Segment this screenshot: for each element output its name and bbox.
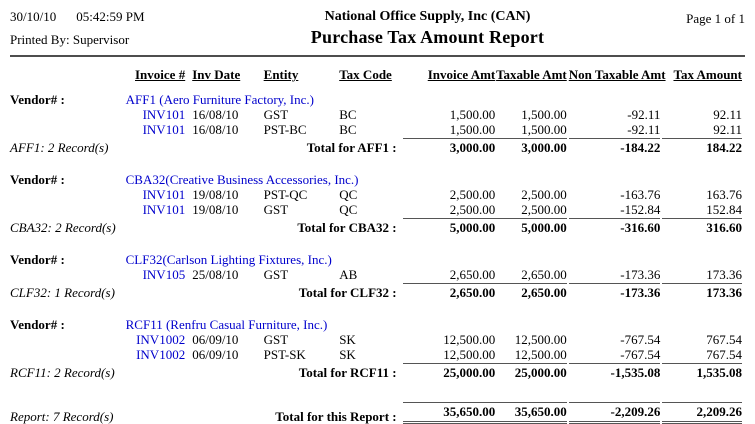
- tax-code: SK: [339, 347, 356, 362]
- report-total-non-taxable-amt: -2,209.26: [569, 402, 661, 424]
- taxable-amt: 12,500.00: [514, 332, 567, 347]
- tax-amt: 92.11: [713, 107, 742, 122]
- total-non-taxable-amt: -173.36: [569, 283, 661, 300]
- taxable-amt: 1,500.00: [521, 107, 567, 122]
- total-non-taxable-amt: -316.60: [569, 218, 661, 235]
- tax-amt: 92.11: [713, 122, 742, 137]
- report-total-invoice-amt: 35,650.00: [403, 402, 496, 424]
- print-time: 05:42:59 PM: [76, 9, 145, 24]
- total-invoice-amt: 25,000.00: [403, 363, 496, 380]
- entity-code: GST: [263, 267, 289, 282]
- vendor-row: [10, 87, 745, 107]
- total-taxable-amt: 3,000.00: [495, 138, 567, 155]
- invoice-row: [10, 202, 745, 217]
- vendor-label: Vendor# :: [10, 172, 65, 187]
- taxable-amt: 2,500.00: [521, 202, 567, 217]
- invoice-number-link[interactable]: INV101: [142, 202, 186, 217]
- vendor-total-row: [10, 217, 745, 235]
- invoice-date: 19/08/10: [192, 202, 239, 217]
- non-taxable-amt: -92.11: [627, 122, 661, 137]
- tax-amt: 173.36: [706, 267, 742, 282]
- non-taxable-amt: -152.84: [620, 202, 661, 217]
- total-taxable-amt: 2,650.00: [495, 283, 567, 300]
- report-total-label: Total for this Report :: [275, 409, 397, 424]
- printed-by: Printed By: Supervisor: [10, 32, 130, 47]
- vendor-total-label: Total for RCF11 :: [298, 365, 397, 380]
- vendor-group: [10, 312, 745, 401]
- entity-code: GST: [263, 107, 289, 122]
- vendor-link[interactable]: RCF11 (Renfru Casual Furniture, Inc.): [125, 317, 328, 332]
- vendor-total-row: [10, 137, 745, 155]
- col-invoice: Invoice #: [135, 67, 186, 82]
- entity-code: GST: [263, 202, 289, 217]
- vendor-label: Vendor# :: [10, 92, 65, 107]
- total-tax-amt: 184.22: [662, 138, 742, 155]
- vendor-link[interactable]: AFF1 (Aero Furniture Factory, Inc.): [125, 92, 314, 107]
- print-date: 30/10/10: [10, 9, 57, 24]
- non-taxable-amt: -767.54: [620, 332, 661, 347]
- taxable-amt: 2,500.00: [521, 187, 567, 202]
- invoice-amt: 1,500.00: [449, 107, 496, 122]
- report-record-count: Report: 7 Record(s): [10, 409, 114, 424]
- entity-code: PST-SK: [263, 347, 306, 362]
- invoice-number-link[interactable]: INV101: [142, 122, 186, 137]
- vendor-link[interactable]: CLF32(Carlson Lighting Fixtures, Inc.): [125, 252, 332, 267]
- taxable-amt: 1,500.00: [521, 122, 567, 137]
- invoice-amt: 1,500.00: [449, 122, 496, 137]
- tax-amt: 163.76: [706, 187, 742, 202]
- total-tax-amt: 173.36: [662, 283, 742, 300]
- total-taxable-amt: 25,000.00: [495, 363, 567, 380]
- non-taxable-amt: -173.36: [620, 267, 661, 282]
- report-total-taxable-amt: 35,650.00: [495, 402, 567, 424]
- invoice-number-link[interactable]: INV1002: [136, 347, 186, 362]
- invoice-date: 19/08/10: [192, 187, 239, 202]
- taxable-amt: 2,650.00: [521, 267, 567, 282]
- entity-code: GST: [263, 332, 289, 347]
- page-indicator: Page 1 of 1: [686, 11, 745, 26]
- vendor-row: [10, 247, 745, 267]
- invoice-number-link[interactable]: INV101: [142, 187, 186, 202]
- tax-code: BC: [339, 107, 357, 122]
- total-tax-amt: 1,535.08: [662, 363, 742, 380]
- total-taxable-amt: 5,000.00: [495, 218, 567, 235]
- header-divider: [10, 55, 745, 57]
- col-taxable-amt: Taxable Amt: [496, 67, 567, 82]
- col-inv-date: Inv Date: [192, 67, 241, 82]
- vendor-total-label: Total for AFF1 :: [306, 140, 397, 155]
- invoice-row: [10, 332, 745, 347]
- vendor-group: [10, 167, 745, 247]
- entity-code: PST-BC: [263, 122, 307, 137]
- taxable-amt: 12,500.00: [514, 347, 567, 362]
- invoice-row: [10, 187, 745, 202]
- invoice-row: [10, 107, 745, 122]
- tax-code: QC: [339, 187, 358, 202]
- vendor-label: Vendor# :: [10, 317, 65, 332]
- total-invoice-amt: 3,000.00: [403, 138, 496, 155]
- column-header-row: [10, 67, 745, 87]
- invoice-date: 06/09/10: [192, 347, 239, 362]
- col-invoice-amt: Invoice Amt: [427, 67, 496, 82]
- report-total-group: [10, 401, 745, 424]
- invoice-amt: 12,500.00: [443, 332, 496, 347]
- record-count: CLF32: 1 Record(s): [10, 285, 115, 300]
- tax-code: BC: [339, 122, 357, 137]
- total-invoice-amt: 5,000.00: [403, 218, 496, 235]
- vendor-row: [10, 167, 745, 187]
- invoice-number-link[interactable]: INV1002: [136, 332, 186, 347]
- non-taxable-amt: -163.76: [620, 187, 661, 202]
- tax-code: QC: [339, 202, 358, 217]
- record-count: CBA32: 2 Record(s): [10, 220, 116, 235]
- report-total-row: [10, 401, 745, 424]
- total-non-taxable-amt: -1,535.08: [569, 363, 661, 380]
- tax-amt: 767.54: [706, 332, 742, 347]
- invoice-date: 06/09/10: [192, 332, 239, 347]
- report-title: Purchase Tax Amount Report: [310, 27, 545, 47]
- entity-code: PST-QC: [263, 187, 308, 202]
- col-entity: Entity: [263, 67, 299, 82]
- vendor-row: [10, 312, 745, 332]
- col-non-taxable-amt: Non Taxable Amt: [568, 67, 666, 82]
- invoice-date: 16/08/10: [192, 107, 239, 122]
- vendor-total-label: Total for CBA32 :: [297, 220, 397, 235]
- tax-amt: 767.54: [706, 347, 742, 362]
- vendor-group: [10, 87, 745, 167]
- total-tax-amt: 316.60: [662, 218, 742, 235]
- non-taxable-amt: -92.11: [627, 107, 661, 122]
- invoice-number-link[interactable]: INV105: [142, 267, 186, 282]
- invoice-amt: 2,500.00: [449, 187, 496, 202]
- col-tax-code: Tax Code: [339, 67, 392, 82]
- non-taxable-amt: -767.54: [620, 347, 661, 362]
- total-non-taxable-amt: -184.22: [569, 138, 661, 155]
- record-count: AFF1: 2 Record(s): [10, 140, 109, 155]
- invoice-number-link[interactable]: INV101: [142, 107, 186, 122]
- invoice-amt: 2,650.00: [449, 267, 496, 282]
- col-tax-amount: Tax Amount: [673, 67, 742, 82]
- tax-code: SK: [339, 332, 356, 347]
- report-total-tax-amt: 2,209.26: [662, 402, 742, 424]
- invoice-row: [10, 347, 745, 362]
- report-header: [0, 0, 755, 48]
- invoice-row: [10, 267, 745, 282]
- vendor-group: [10, 247, 745, 312]
- invoice-amt: 2,500.00: [449, 202, 496, 217]
- vendor-total-label: Total for CLF32 :: [298, 285, 397, 300]
- company-name: National Office Supply, Inc (CAN): [324, 9, 531, 24]
- vendor-label: Vendor# :: [10, 252, 65, 267]
- tax-amt: 152.84: [706, 202, 742, 217]
- purchase-tax-table: [10, 67, 745, 424]
- vendor-total-row: [10, 362, 745, 380]
- vendor-total-row: [10, 282, 745, 300]
- tax-code: AB: [339, 267, 358, 282]
- record-count: RCF11: 2 Record(s): [10, 365, 115, 380]
- invoice-amt: 12,500.00: [443, 347, 496, 362]
- invoice-date: 25/08/10: [192, 267, 239, 282]
- total-invoice-amt: 2,650.00: [403, 283, 496, 300]
- vendor-link[interactable]: CBA32(Creative Business Accessories, Inc.): [125, 172, 359, 187]
- invoice-row: [10, 122, 745, 137]
- invoice-date: 16/08/10: [192, 122, 239, 137]
